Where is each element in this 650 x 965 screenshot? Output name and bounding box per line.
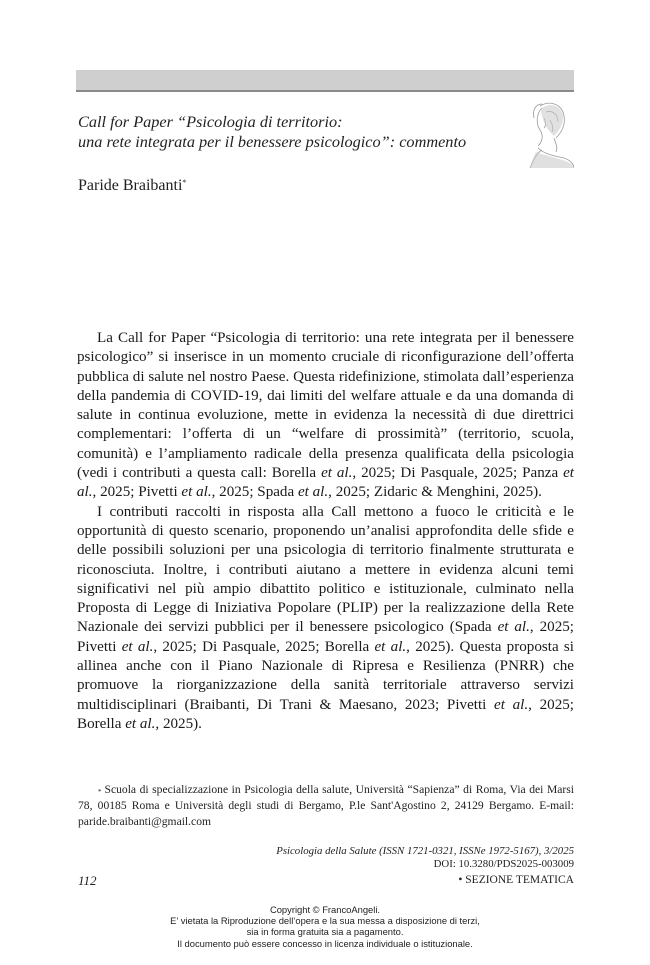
italic-citation-text: et al. bbox=[181, 484, 212, 501]
author-name bbox=[78, 177, 186, 195]
italic-citation-text: et al. bbox=[497, 619, 530, 636]
copyright-line-1: Copyright © FrancoAngeli. bbox=[269, 904, 381, 915]
portrait-engraving-icon bbox=[520, 98, 574, 168]
journal-doi: DOI: 10.3280/PDS2025-003009 bbox=[433, 857, 574, 870]
body-paragraph bbox=[77, 329, 574, 503]
body-text-run: , 2025). Questa proposta si allinea anche con il Piano Nazionale di Ripresa e Resilienza (PNRR) che promuove la riorganizzazione della sanità territoriale attraverso servizi multidisciplinari (Braibanti, Di Trani & Maesano, 2023; Pivetti bbox=[77, 638, 574, 713]
body-text-run: , 2025). bbox=[155, 715, 202, 732]
italic-citation-text: et al. bbox=[125, 715, 156, 732]
title-line-1: Call for Paper “Psicologia di territorio: bbox=[78, 112, 343, 131]
copyright-line-3: sia in forma gratuita sia a pagamento. bbox=[246, 926, 404, 938]
footnote-text: Scuola di specializzazione in Psicologia della salute, Università “Sapienza” di Roma, Via dei Marsi 78, 00185 Roma e Università degli studi di Bergamo, P.le Sant'Agostino 2, 24129 Bergamo. E-mail: paride.braibanti@gmail.com bbox=[78, 783, 574, 828]
body-text-run: , 2025; Di Pasquale, 2025; Borella bbox=[153, 638, 375, 655]
journal-issn-line: Psicologia della Salute (ISSN 1721-0321, ISSNe 1972-5167), 3/2025 bbox=[276, 845, 574, 857]
body-text-run: I contributi raccolti in risposta alla Call mettono a fuoco le criticità e le opportunità di questo scenario, proponendo un’analisi approfondita delle sfide e delle possibili soluzioni per una psicologia di territorio finalmente strutturata e riconosciuta. Inoltre, i contributi aiutano a mettere in evidenza alcuni temi significativi nel più ampio dibattito politico e istituzionale, culminato nella Proposta di Legge di Iniziativa Popolare (PLIP) per la realizzazione della Rete Nazionale dei servizi pubblici per il benessere psicologico (Spada bbox=[77, 503, 574, 636]
copyright-notice bbox=[0, 904, 650, 949]
page-number: 112 bbox=[78, 873, 97, 888]
journal-citation bbox=[276, 845, 574, 870]
header-band bbox=[76, 70, 574, 92]
author-footnote-mark: * bbox=[182, 178, 187, 187]
body-text-run: , 2025; Zidaric & Menghini, 2025). bbox=[328, 484, 542, 501]
author-affiliation-footnote bbox=[78, 782, 574, 830]
footnote-mark: * bbox=[98, 788, 102, 796]
body-text-run: , 2025; Spada bbox=[211, 484, 298, 501]
italic-citation-text: et al. bbox=[121, 638, 154, 655]
section-label: • SEZIONE TEMATICA bbox=[458, 874, 574, 886]
body-text-run: , 2025; Borella bbox=[77, 696, 575, 732]
copyright-line-2: E’ vietata la Riproduzione dell’opera e la sua messa a disposizione di terzi, bbox=[170, 915, 480, 927]
body-text-run: La Call for Paper “Psicologia di territorio: una rete integrata per il benessere psicologico” si inserisce in un momento cruciale di riconfigurazione dell’offerta pubblica di salute nel nostro Paese. Questa ridefinizione, stimolata dall’esperienza della pandemia di COVID-19, dai limiti del welfare attuale e da una domanda di salute in continua evoluzione, mette in evidenza la necessità di due direttrici complementari: l’offerta di un “welfare di prossimità” (territorio, scuola, comunità) e l’ampliamento radicale della presenza qualificata della psicologia (vedi i contributi a questa call: Borella bbox=[77, 330, 574, 482]
body-text-run: , 2025; Di Pasquale, 2025; Panza bbox=[352, 465, 564, 482]
title-line-2: una rete integrata per il benessere psicologico”: commento bbox=[78, 132, 467, 151]
italic-citation-text: et al. bbox=[297, 484, 329, 501]
copyright-line-4: Il documento può essere concesso in licenza individuale o istituzionale. bbox=[177, 937, 473, 949]
italic-citation-text: et al. bbox=[321, 465, 353, 482]
italic-citation-text: et al. bbox=[374, 638, 407, 655]
body-text-run: , 2025; Pivetti bbox=[92, 484, 182, 501]
italic-citation-text: et al. bbox=[77, 465, 574, 501]
article-title bbox=[78, 112, 518, 152]
article-body bbox=[77, 329, 574, 734]
body-paragraph bbox=[77, 503, 574, 735]
author-name-text: Paride Braibanti bbox=[78, 177, 183, 194]
italic-citation-text: et al. bbox=[494, 696, 529, 713]
body-text-run: , 2025; Pivetti bbox=[77, 619, 574, 655]
footnote-paragraph bbox=[78, 782, 574, 830]
